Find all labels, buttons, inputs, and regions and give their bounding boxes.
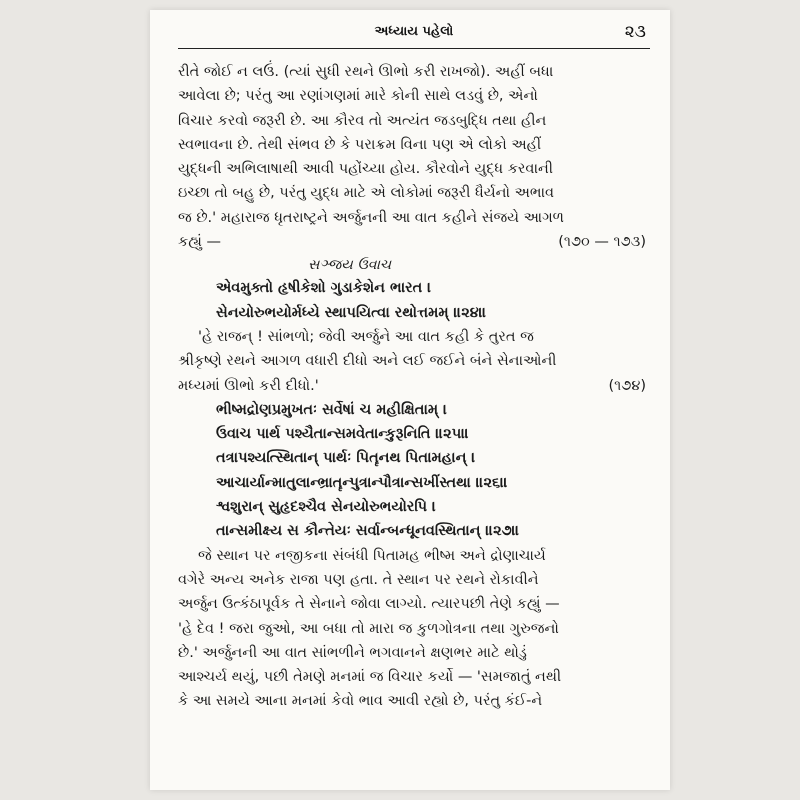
verse-line: ભીષ્મદ્રોણપ્રમુખતઃ સર્વેષાં ચ મહીક્ષિતામ્ ।	[216, 401, 448, 418]
verse-line: ઉવાચ પાર્થ પશ્યૈતાન્સમવેતાન્કુરૂનિતિ ॥૨૫॥	[216, 426, 469, 443]
verses-25-27	[178, 398, 650, 544]
speaker-heading: સઞ્જય ઉવાચ	[308, 257, 392, 274]
verse-24	[178, 276, 650, 325]
text-line: અર્જુન ઉત્કંઠાપૂર્વક તે સેનાને જોવા લાગ્યો. ત્યારપછી તેણે કહ્યું —	[178, 596, 560, 613]
page-header	[178, 22, 650, 49]
text-fragment: કહ્યું —	[178, 234, 221, 251]
text-line: શ્રીકૃષ્ણે રથને આગળ વધારી દીધો અને લઈ જઈને બંને સેનાઓની	[178, 353, 557, 370]
verse-line: તત્રાપશ્યત્સ્થિતાન્ પાર્થઃ પિતૄનથ પિતામહાન્ ।	[216, 450, 476, 467]
passage-3	[178, 544, 650, 714]
text-line: જ છે.' મહારાજ ધૃતરાષ્ટ્રને અર્જુનની આ વાત કહીને સંજયે આગળ	[178, 209, 564, 226]
page-body	[178, 60, 650, 714]
text-line: રીતે જોઈ ન લઉં. (ત્યાં સુધી રથને ઊભો કરી રાખજો). અહીં બધા	[178, 64, 554, 80]
text-line: 'હે દેવ ! જરા જુઓ, આ બધા તો મારા જ કુળગોત્રના તથા ગુરુજનો	[178, 620, 559, 637]
text-line: 'હે રાજન્ ! સાંભળો; જેવી અર્જુને આ વાત કહી કે તુરત જ	[198, 328, 534, 345]
text-fragment: મધ્યમાં ઊભો કરી દીધો.'	[178, 377, 319, 394]
passage-1	[178, 60, 650, 254]
text-line-with-ref	[178, 230, 650, 254]
paragraph-reference: (૧૭૪)	[608, 377, 646, 394]
text-line: આવેલા છે; પરંતુ આ રણાંગણમાં મારે કોની સાથે લડવું છે, એનો	[178, 88, 538, 105]
verse-line: તાન્સમીક્ષ્ય સ કૌન્તેયઃ સર્વાન્બન્ધૂનવસ્થિતાન્ ॥૨૭॥	[216, 523, 520, 540]
text-line: વિચાર કરવો જરૂરી છે. આ કૌરવ તો અત્યંત જડબુદ્ધિ તથા હીન	[178, 112, 547, 129]
verse-line: આચાર્યાન્માતુલાન્ભ્રાતૄન્પુત્રાન્પૌત્રાન્સખીંસ્તથા ॥૨૬॥	[216, 474, 508, 491]
text-line-with-ref	[178, 374, 650, 398]
text-line: છે.' અર્જુનની આ વાત સાંભળીને ભગવાનને ક્ષણભર માટે થોડું	[178, 644, 527, 661]
text-line: જે સ્થાન પર નજીકના સંબંધી પિતામહ ભીષ્મ અને દ્રોણાચાર્ય	[198, 547, 546, 564]
text-line: યુદ્ધની અભિલાષાથી આવી પહોંચ્યા હોય. કૌરવોને યુદ્ધ કરવાની	[178, 161, 553, 178]
book-page	[150, 10, 670, 790]
page-number: ૨૩	[624, 22, 646, 42]
running-head: અધ્યાય પહેલો	[374, 24, 454, 39]
text-line: આશ્ચર્ય થયું, પછી તેમણે મનમાં જ વિચાર કર્યો — 'સમજાતું નથી	[178, 669, 562, 686]
verse-line: શ્વશુરાન્ સુહૃદશ્ચૈવ સેનયોરુભયોરપિ ।	[216, 499, 436, 516]
text-line: કે આ સમયે આના મનમાં કેવો ભાવ આવી રહ્યો છે, પરંતુ કંઈ-ને	[178, 693, 543, 710]
passage-2	[178, 325, 650, 398]
text-line: ઇચ્છા તો બહુ છે, પરંતુ યુદ્ધ માટે એ લોકોમાં જરૂરી ધૈર્યનો અભાવ	[178, 185, 555, 202]
verse-line: સેનયોરુભયોર્મધ્યે સ્થાપયિત્વા રથોત્તમમ્ ॥૨૪॥	[216, 304, 487, 321]
text-line: વગેરે અન્ય અનેક રાજા પણ હતા. તે સ્થાન પર રથને રોકાવીને	[178, 571, 539, 588]
verse-line: એવમુક્તો હૃષીકેશો ગુડાકેશેન ભારત ।	[216, 280, 432, 297]
paragraph-reference: (૧૭૦ — ૧૭૩)	[558, 234, 646, 251]
text-line: સ્વભાવના છે. તેથી સંભવ છે કે પરાક્રમ વિના પણ એ લોકો અહીં	[178, 136, 542, 153]
